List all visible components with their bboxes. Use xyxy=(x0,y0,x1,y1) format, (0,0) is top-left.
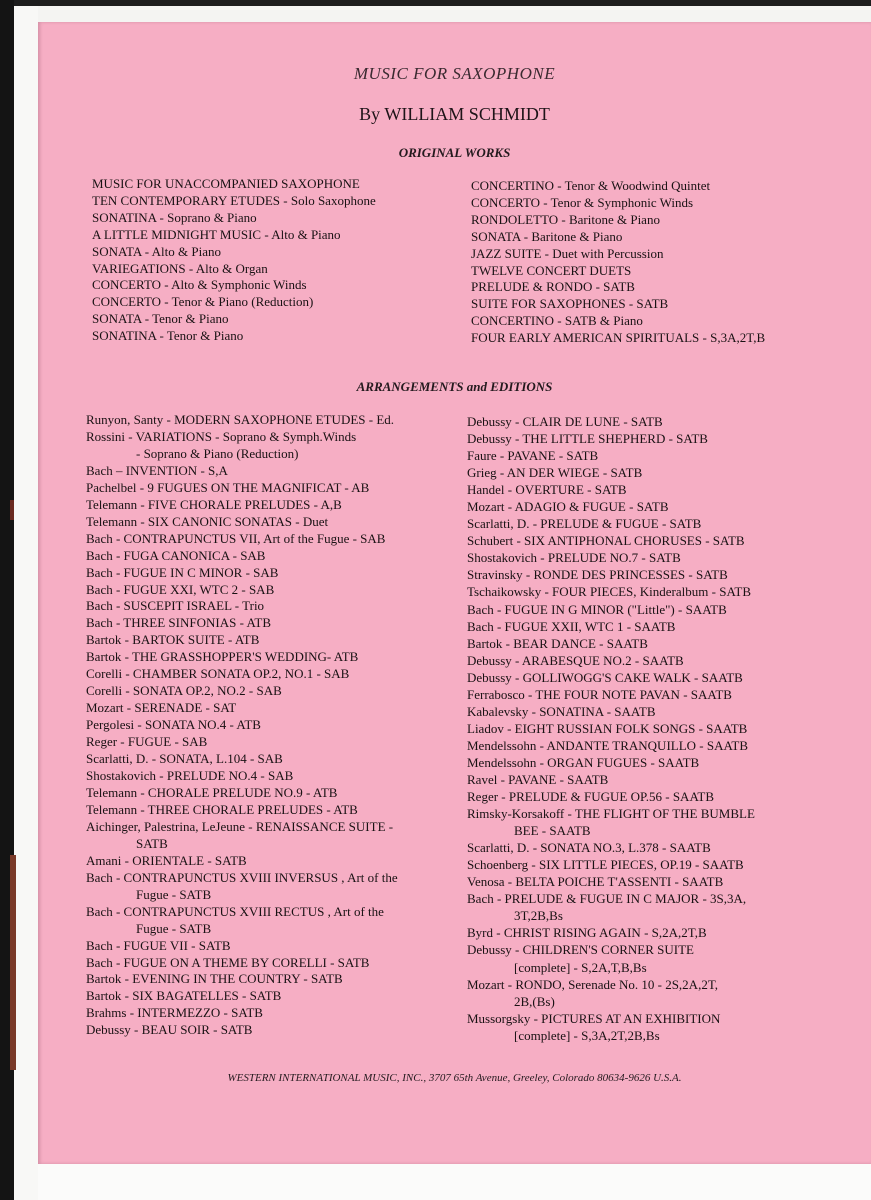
list-item: Faure - PAVANE - SATB xyxy=(467,448,599,464)
list-item: Debussy - THE LITTLE SHEPHERD - SATB xyxy=(467,431,708,447)
list-item-continuation: 2B,(Bs) xyxy=(514,993,555,1009)
page-title: MUSIC FOR SAXOPHONE xyxy=(353,64,556,83)
list-item: Bach - CONTRAPUNCTUS VII, Art of the Fugue - SAB xyxy=(86,530,386,546)
list-item: Liadov - EIGHT RUSSIAN FOLK SONGS - SAATB xyxy=(467,720,748,736)
binding-mark xyxy=(10,855,16,1070)
list-item: Telemann - CHORALE PRELUDE NO.9 - ATB xyxy=(86,784,338,800)
list-item: Runyon, Santy - MODERN SAXOPHONE ETUDES - Ed. xyxy=(86,412,395,427)
list-item: CONCERTO - Tenor & Piano (Reduction) xyxy=(92,294,314,310)
list-item: TEN CONTEMPORARY ETUDES - Solo Saxophone xyxy=(92,192,376,208)
original-works-left-list xyxy=(92,176,376,345)
list-item: Bartok - BARTOK SUITE - ATB xyxy=(86,632,260,648)
list-item-continuation: Fugue - SATB xyxy=(136,920,212,936)
list-item: Rimsky-Korsakoff - THE FLIGHT OF THE BUMBLE xyxy=(467,806,755,822)
list-item-continuation: [complete] - S,3A,2T,2B,Bs xyxy=(514,1027,660,1043)
list-item: Venosa - BELTA POICHE T'ASSENTI - SAATB xyxy=(467,874,724,890)
list-item: Debussy - ARABESQUE NO.2 - SAATB xyxy=(467,652,684,668)
list-item: Bartok - BEAR DANCE - SAATB xyxy=(467,635,648,651)
list-item: VARIEGATIONS - Alto & Organ xyxy=(92,260,268,276)
list-item: SONATINA - Soprano & Piano xyxy=(92,209,257,225)
list-item-continuation: - Soprano & Piano (Reduction) xyxy=(136,445,299,461)
list-item: Bach - SUSCEPIT ISRAEL - Trio xyxy=(86,598,265,614)
list-item: MUSIC FOR UNACCOMPANIED SAXOPHONE xyxy=(92,176,360,191)
list-item: Telemann - THREE CHORALE PRELUDES - ATB xyxy=(86,801,358,817)
list-item: Tschaikowsky - FOUR PIECES, Kinderalbum - SATB xyxy=(467,584,752,600)
list-item: PRELUDE & RONDO - SATB xyxy=(471,279,635,295)
list-item: Debussy - GOLLIWOGG'S CAKE WALK - SAATB xyxy=(467,669,743,685)
scan-border-top xyxy=(0,0,871,6)
list-item: TWELVE CONCERT DUETS xyxy=(471,262,632,278)
list-item: SONATA - Tenor & Piano xyxy=(92,311,229,327)
list-item: Stravinsky - RONDE DES PRINCESSES - SATB xyxy=(467,567,728,583)
arrangements-right-list xyxy=(467,413,755,1044)
arrangements-left-list xyxy=(86,412,398,1039)
list-item: Byrd - CHRIST RISING AGAIN - S,2A,2T,B xyxy=(467,925,707,941)
list-item: Rossini - VARIATIONS - Soprano & Symph.Winds xyxy=(86,428,357,444)
list-item: Ravel - PAVANE - SAATB xyxy=(467,771,609,787)
list-item: Bach – INVENTION - S,A xyxy=(86,462,228,478)
list-item: Mendelssohn - ORGAN FUGUES - SAATB xyxy=(467,754,700,770)
list-item: Debussy - CLAIR DE LUNE - SATB xyxy=(467,414,663,429)
list-item: Mozart - ADAGIO & FUGUE - SATB xyxy=(467,499,669,515)
list-item: Schoenberg - SIX LITTLE PIECES, OP.19 - SAATB xyxy=(467,857,744,873)
list-item-continuation: 3T,2B,Bs xyxy=(514,908,563,924)
arrangements-heading: ARRANGEMENTS and EDITIONS xyxy=(356,379,553,394)
list-item: Bach - FUGUE ON A THEME BY CORELLI - SATB xyxy=(86,954,370,970)
list-item: Mendelssohn - ANDANTE TRANQUILLO - SAATB xyxy=(467,737,749,753)
list-item: RONDOLETTO - Baritone & Piano xyxy=(471,211,660,227)
list-item: Bach - CONTRAPUNCTUS XVIII RECTUS , Art of the xyxy=(86,903,384,919)
list-item: Shostakovich - PRELUDE NO.7 - SATB xyxy=(467,550,681,566)
list-item: CONCERTINO - Tenor & Woodwind Quintet xyxy=(471,178,711,193)
list-item: Reger - PRELUDE & FUGUE OP.56 - SAATB xyxy=(467,789,714,805)
scan-margin-bottom xyxy=(38,1164,871,1200)
list-item: Bach - FUGUE IN C MINOR - SAB xyxy=(86,564,279,580)
list-item: Scarlatti, D. - SONATA, L.104 - SAB xyxy=(86,751,283,767)
list-item: Shostakovich - PRELUDE NO.4 - SAB xyxy=(86,768,294,784)
list-item: Pergolesi - SONATA NO.4 - ATB xyxy=(86,717,261,733)
list-item: JAZZ SUITE - Duet with Percussion xyxy=(471,245,664,261)
list-item: CONCERTO - Alto & Symphonic Winds xyxy=(92,277,307,293)
list-item: Ferrabosco - THE FOUR NOTE PAVAN - SAATB xyxy=(467,686,732,702)
list-item: Scarlatti, D. - SONATA NO.3, L.378 - SAATB xyxy=(467,840,711,856)
list-item: Debussy - CHILDREN'S CORNER SUITE xyxy=(467,942,694,958)
list-item: Kabalevsky - SONATINA - SAATB xyxy=(467,703,656,719)
list-item: Telemann - FIVE CHORALE PRELUDES - A,B xyxy=(86,496,342,512)
list-item: Corelli - CHAMBER SONATA OP.2, NO.1 - SAB xyxy=(86,666,350,682)
list-item: Bach - FUGUE VII - SATB xyxy=(86,937,231,953)
scan-margin xyxy=(14,6,38,1200)
list-item: Handel - OVERTURE - SATB xyxy=(467,482,627,498)
list-item: Reger - FUGUE - SAB xyxy=(86,734,208,750)
list-item: Schubert - SIX ANTIPHONAL CHORUSES - SATB xyxy=(467,533,745,549)
original-works-heading: ORIGINAL WORKS xyxy=(398,145,511,160)
publisher-footer: WESTERN INTERNATIONAL MUSIC, INC., 3707 65th Avenue, Greeley, Colorado 80634-9626 U.S.A. xyxy=(227,1072,682,1084)
list-item: Amani - ORIENTALE - SATB xyxy=(86,852,247,868)
list-item: Bartok - EVENING IN THE COUNTRY - SATB xyxy=(86,971,343,987)
list-item: Bach - FUGA CANONICA - SAB xyxy=(86,547,266,563)
list-item-continuation: SATB xyxy=(136,835,168,851)
list-item: Aichinger, Palestrina, LeJeune - RENAISSANCE SUITE - xyxy=(86,818,394,834)
list-item: A LITTLE MIDNIGHT MUSIC - Alto & Piano xyxy=(92,226,341,242)
list-item: Corelli - SONATA OP.2, NO.2 - SAB xyxy=(86,683,282,699)
list-item: Mozart - RONDO, Serenade No. 10 - 2S,2A,2T, xyxy=(467,976,719,992)
list-item: Bach - CONTRAPUNCTUS XVIII INVERSUS , Art of the xyxy=(86,869,398,885)
list-item: CONCERTO - Tenor & Symphonic Winds xyxy=(471,194,694,210)
original-works-right-list xyxy=(471,178,765,347)
list-item: FOUR EARLY AMERICAN SPIRITUALS - S,3A,2T,B xyxy=(471,330,766,346)
list-item: Scarlatti, D. - PRELUDE & FUGUE - SATB xyxy=(467,516,702,532)
list-item: Bartok - THE GRASSHOPPER'S WEDDING- ATB xyxy=(86,649,359,665)
list-item: Debussy - BEAU SOIR - SATB xyxy=(86,1022,253,1038)
list-item: Brahms - INTERMEZZO - SATB xyxy=(86,1005,263,1021)
list-item: Grieg - AN DER WIEGE - SATB xyxy=(467,465,643,481)
binding-mark xyxy=(10,500,14,520)
list-item: Bartok - SIX BAGATELLES - SATB xyxy=(86,988,282,1004)
list-item: Bach - FUGUE XXI, WTC 2 - SAB xyxy=(86,581,275,597)
page-author: By WILLIAM SCHMIDT xyxy=(359,104,550,124)
list-item: SONATINA - Tenor & Piano xyxy=(92,328,244,344)
list-item: Telemann - SIX CANONIC SONATAS - Duet xyxy=(86,513,329,529)
list-item: Bach - PRELUDE & FUGUE IN C MAJOR - 3S,3A, xyxy=(467,891,747,907)
list-item: CONCERTINO - SATB & Piano xyxy=(471,313,643,329)
list-item-continuation: BEE - SAATB xyxy=(514,823,591,839)
list-item: SONATA - Alto & Piano xyxy=(92,243,221,259)
list-item: Bach - FUGUE XXII, WTC 1 - SAATB xyxy=(467,618,676,634)
list-item: SONATA - Baritone & Piano xyxy=(471,228,623,244)
list-item: Pachelbel - 9 FUGUES ON THE MAGNIFICAT - AB xyxy=(86,479,370,495)
list-item: Bach - THREE SINFONIAS - ATB xyxy=(86,615,272,631)
list-item-continuation: [complete] - S,2A,T,B,Bs xyxy=(514,959,647,975)
list-item: Bach - FUGUE IN G MINOR ("Little") - SAATB xyxy=(467,601,727,617)
list-item-continuation: Fugue - SATB xyxy=(136,886,212,902)
list-item: SUITE FOR SAXOPHONES - SATB xyxy=(471,296,669,312)
list-item: Mozart - SERENADE - SAT xyxy=(86,700,237,716)
list-item: Mussorgsky - PICTURES AT AN EXHIBITION xyxy=(467,1010,721,1026)
